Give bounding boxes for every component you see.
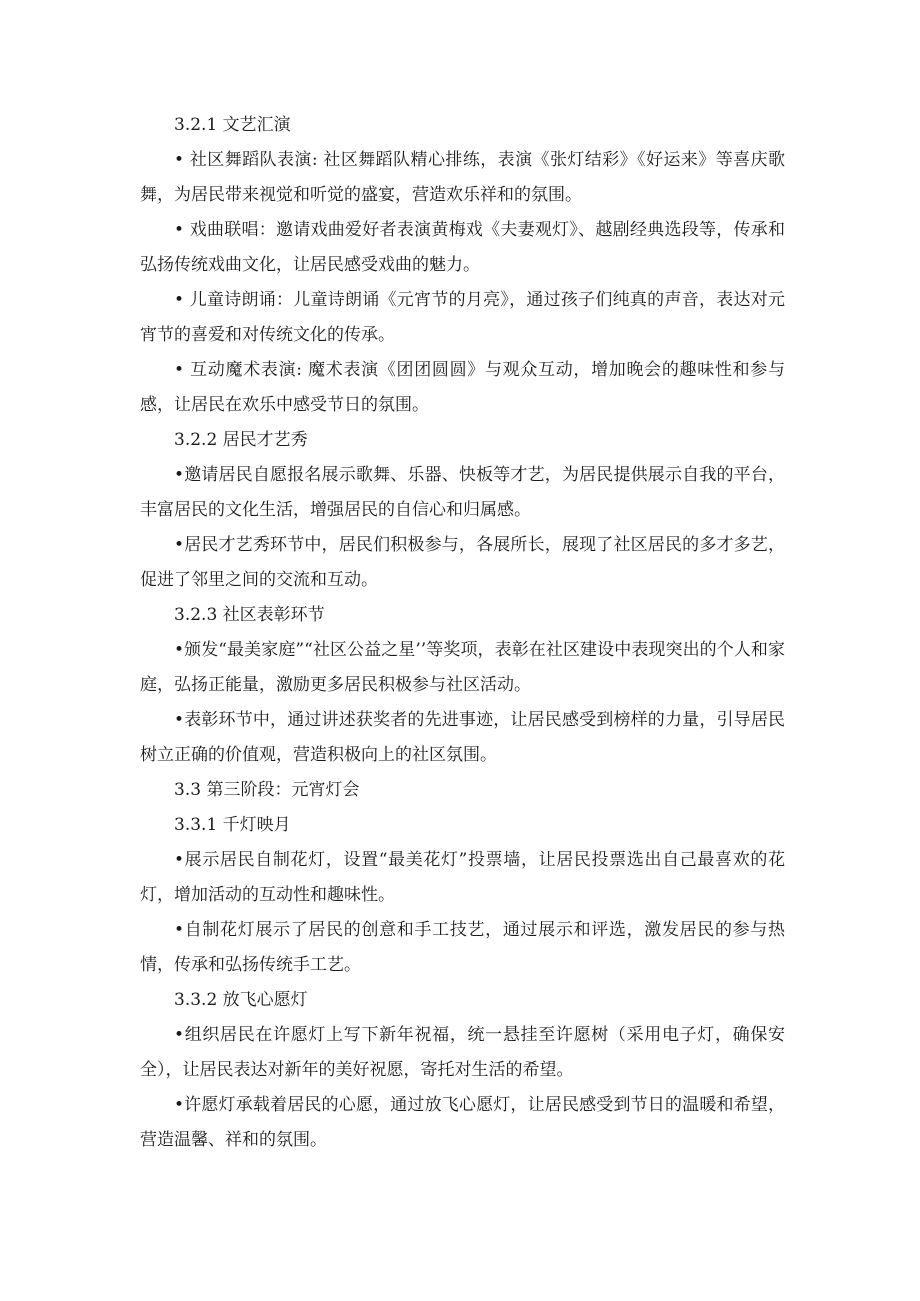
section-heading-3-3-1: 3.3.1 千灯映月 <box>174 815 291 835</box>
section-heading-3-3-2: 3.3.2 放飞心愿灯 <box>174 990 308 1010</box>
bullet-paragraph: • 儿童诗朗诵：儿童诗朗诵《元宵节的月亮》，通过孩子们纯真的声音，表达对元宵节的喜爱和对传统文化的传承。 <box>140 290 785 345</box>
bullet-paragraph: •自制花灯展示了居民的创意和手工技艺，通过展示和评选，激发居民的参与热情，传承和弘扬传统手工艺。 <box>140 920 785 975</box>
bullet-paragraph: • 互动魔术表演: 魔术表演《团团圆圆》与观众互动，增加晚会的趣味性和参与感，让居民在欢乐中感受节日的氛围。 <box>140 360 785 415</box>
bullet-paragraph: •邀请居民自愿报名展示歌舞、乐器、快板等才艺，为居民提供展示自我的平台，丰富居民的文化生活，增强居民的自信心和归属感。 <box>140 465 785 520</box>
document-body <box>140 108 785 1158</box>
bullet-paragraph: • 戏曲联唱：邀请戏曲爱好者表演黄梅戏《夫妻观灯》、越剧经典选段等，传承和弘扬传统戏曲文化，让居民感受戏曲的魅力。 <box>140 220 785 275</box>
bullet-paragraph: •展示居民自制花灯，设置“最美花灯”投票墙，让居民投票选出自己最喜欢的花灯，增加活动的互动性和趣味性。 <box>140 850 785 905</box>
bullet-paragraph: •组织居民在许愿灯上写下新年祝福，统一悬挂至许愿树（采用电子灯，确保安全），让居民表达对新年的美好祝愿，寄托对生活的希望。 <box>140 1025 785 1080</box>
bullet-paragraph: • 社区舞蹈队表演: 社区舞蹈队精心排练，表演《张灯结彩》《好运来》等喜庆歌舞，为居民带来视觉和听觉的盛宴，营造欢乐祥和的氛围。 <box>140 150 785 205</box>
section-heading-3-3: 3.3 第三阶段：元宵灯会 <box>174 780 360 800</box>
section-heading-3-2-3: 3.2.3 社区表彰环节 <box>174 605 325 625</box>
bullet-paragraph: •颁发“最美家庭”“社区公益之星’’等奖项，表彰在社区建设中表现突出的个人和家庭，弘扬正能量，激励更多居民积极参与社区活动。 <box>140 640 785 695</box>
bullet-paragraph: •表彰环节中，通过讲述获奖者的先进事迹，让居民感受到榜样的力量，引导居民树立正确的价值观，营造积极向上的社区氛围。 <box>140 710 785 765</box>
section-heading-3-2-1: 3.2.1 文艺汇演 <box>174 115 291 135</box>
section-heading-3-2-2: 3.2.2 居民才艺秀 <box>174 430 308 450</box>
bullet-paragraph: •许愿灯承载着居民的心愿，通过放飞心愿灯，让居民感受到节日的温暖和希望，营造温馨、祥和的氛围。 <box>140 1095 785 1150</box>
bullet-paragraph: •居民才艺秀环节中，居民们积极参与，各展所长，展现了社区居民的多才多艺，促进了邻里之间的交流和互动。 <box>140 535 785 590</box>
